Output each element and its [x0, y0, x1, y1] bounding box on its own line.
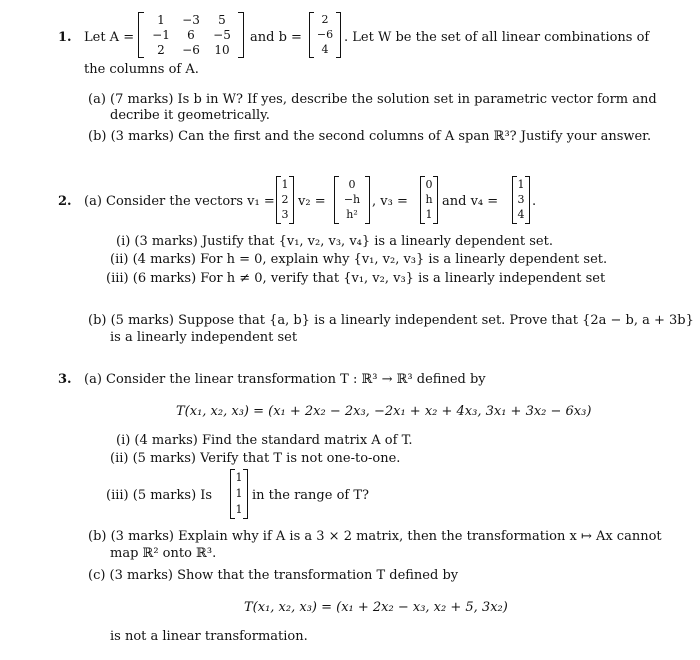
q1-let-a: Let A = [84, 30, 135, 45]
vector-v1 [276, 176, 294, 224]
q1-line2: the columns of A. [84, 62, 199, 77]
vector-v4 [512, 176, 530, 224]
q2-number: 2. [58, 194, 72, 209]
q1-number: 1. [58, 30, 72, 45]
vector-v3-entry: 1 [425, 208, 433, 221]
q3-part-a-i: (i) (4 marks) Find the standard matrix A of T. [116, 433, 413, 448]
matrix-a-cell: 6 [187, 28, 195, 42]
q3-part-b-line2: map ℝ² onto ℝ³. [110, 546, 217, 561]
vector-iii [230, 469, 248, 519]
q3-number: 3. [58, 372, 72, 387]
q2-part-b-line2: is a linearly independent set [110, 330, 298, 345]
q1-part-b: (b) (3 marks) Can the first and the second columns of A span ℝ³? Justify your answer. [88, 129, 652, 144]
q3-part-a-iii-post: in the range of T? [252, 488, 369, 503]
q1-part-a-line2: decribe it geometrically. [110, 108, 270, 123]
q2-v3-label: , v₃ = [372, 194, 408, 209]
q2-part-b-line1: (b) (5 marks) Suppose that {a, b} is a linearly independent set. Prove that {2a − b, a + 3b} [88, 313, 694, 328]
q1-tail: . Let W be the set of all linear combinations of [344, 30, 650, 45]
vector-v4-entry: 3 [517, 193, 525, 206]
vector-iii-entry: 1 [235, 503, 243, 516]
q2-v2-label: v₂ = [298, 194, 326, 209]
q2-end: . [532, 194, 537, 209]
vector-iii-entry: 1 [235, 471, 243, 484]
matrix-a-cell: 1 [157, 13, 165, 27]
vector-b-entry: 4 [321, 43, 329, 56]
vector-v3 [420, 176, 438, 224]
q3-part-a-intro: (a) Consider the linear transformation T : ℝ³ → ℝ³ defined by [84, 372, 486, 387]
q3-part-c-line1: (c) (3 marks) Show that the transformation T defined by [88, 568, 459, 583]
matrix-a [138, 12, 244, 58]
matrix-a-cell: −3 [182, 13, 200, 27]
vector-v1-entry: 3 [281, 208, 289, 221]
matrix-a-cell: −5 [213, 28, 231, 42]
vector-v4-entry: 1 [517, 178, 525, 191]
vector-v2-entry: −h [343, 193, 361, 206]
matrix-a-cell: 2 [157, 43, 165, 57]
q2-part-a-iii: (iii) (6 marks) For h ≠ 0, verify that {v₁, v₂, v₃} is a linearly independent set [106, 271, 606, 286]
vector-v3-entry: 0 [425, 178, 433, 191]
q1-part-a-line1: (a) (7 marks) Is b in W? If yes, describe the solution set in parametric vector form and [88, 92, 657, 107]
vector-v1-entry: 2 [281, 193, 289, 206]
q1-and-b: and b = [250, 30, 302, 45]
vector-v4-entry: 4 [517, 208, 525, 221]
vector-b-entry: 2 [321, 13, 329, 26]
vector-b-entry: −6 [316, 28, 334, 41]
vector-iii-entry: 1 [235, 487, 243, 500]
q3-part-c-line2: is not a linear transformation. [110, 629, 308, 644]
q2-intro: (a) Consider the vectors v₁ = [84, 194, 275, 209]
q3-part-a-ii: (ii) (5 marks) Verify that T is not one-to-one. [110, 451, 401, 466]
matrix-a-cell: 10 [214, 43, 230, 57]
q3-part-a-formula: T(x₁, x₂, x₃) = (x₁ + 2x₂ − 2x₃, −2x₁ + x₂ + 4x₃, 3x₁ + 3x₂ − 6x₃) [176, 404, 592, 419]
matrix-a-cell: −1 [152, 28, 170, 42]
vector-v2-entry: h² [346, 208, 358, 221]
q3-part-a-iii-pre: (iii) (5 marks) Is [106, 488, 213, 503]
q2-part-a-ii: (ii) (4 marks) For h = 0, explain why {v₁, v₂, v₃} is a linearly dependent set. [110, 252, 608, 267]
vector-v2-entry: 0 [348, 178, 356, 191]
vector-v2 [334, 176, 370, 224]
vector-b [309, 12, 341, 58]
q2-part-a-i: (i) (3 marks) Justify that {v₁, v₂, v₃, v₄} is a linearly dependent set. [116, 234, 553, 249]
matrix-a-cell: −6 [182, 43, 200, 57]
q2-v4-label: and v₄ = [442, 194, 499, 209]
matrix-a-cell: 5 [218, 13, 226, 27]
q3-part-c-formula: T(x₁, x₂, x₃) = (x₁ + 2x₂ − x₃, x₂ + 5, 3x₂) [244, 600, 508, 615]
vector-v1-entry: 1 [281, 178, 289, 191]
q3-part-b-line1: (b) (3 marks) Explain why if A is a 3 × 2 matrix, then the transformation x ↦ Ax cannot [88, 529, 662, 544]
vector-v3-entry: h [425, 193, 433, 206]
